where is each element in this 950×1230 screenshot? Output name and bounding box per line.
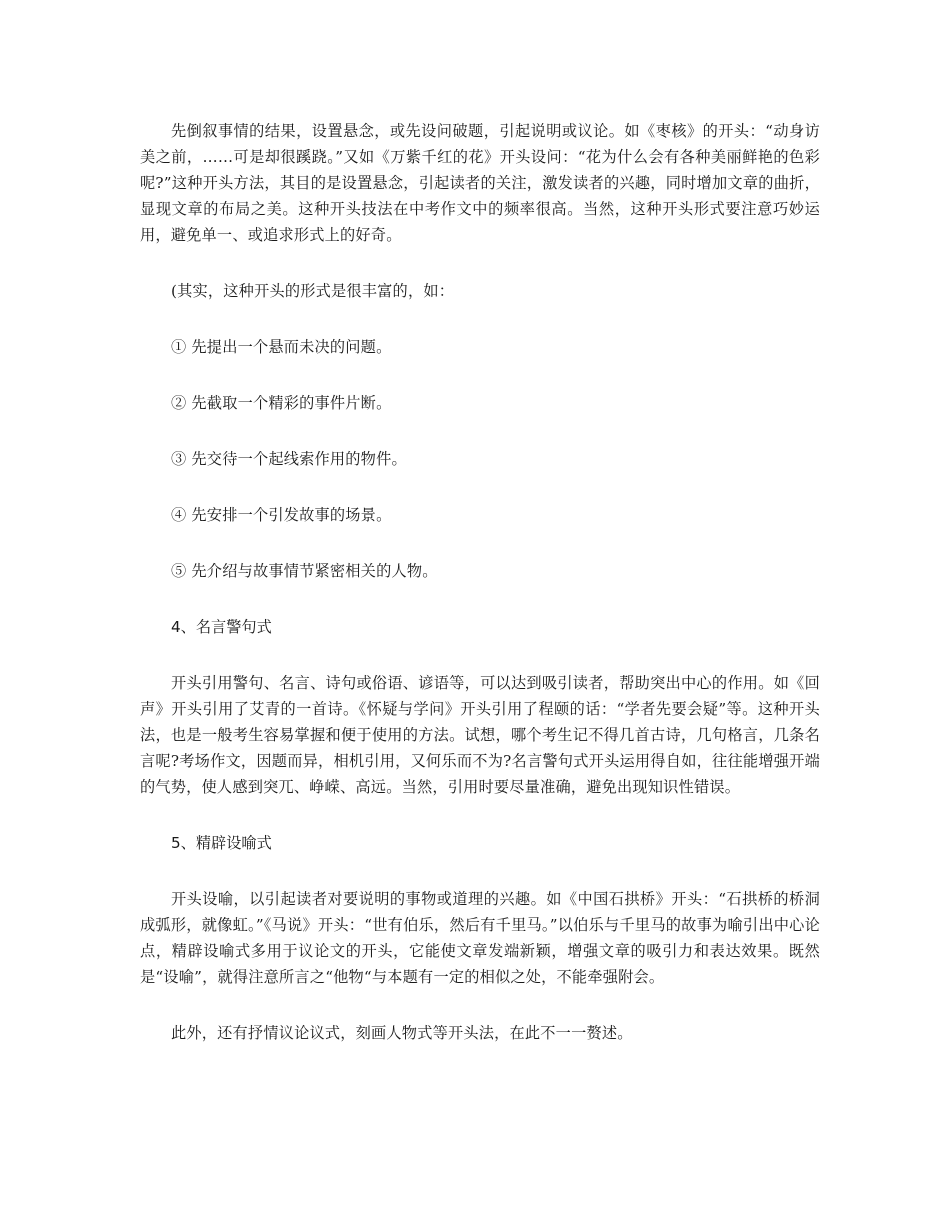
document-page xyxy=(140,118,820,1046)
paragraph-quotation-opening: 开头引用警句、名言、诗句或俗语、谚语等，可以达到吸引读者，帮助突出中心的作用。如《回声》开头引用了艾青的一首诗。《怀疑与学问》开头引用了程颐的话：“学者先要会疑”等。这种开头法，也是一般考生容易掌握和便于使用的方法。试想，哪个考生记不得几首古诗，几句格言，几条名言呢?考场作文，因题而异，相机引用，又何乐而不为?名言警句式开头运用得自如，往往能增强开端的气势，使人感到突兀、峥嵘、高远。当然，引用时要尽量准确，避免出现知识性错误。 xyxy=(140,674,820,796)
section-heading-4: 4、名言警句式 xyxy=(171,618,272,636)
list-item-1: ① 先提出一个悬而未决的问题。 xyxy=(171,338,392,356)
list-item-5: ⑤ 先介绍与故事情节紧密相关的人物。 xyxy=(171,562,438,580)
list-item-3: ③ 先交待一个起线索作用的物件。 xyxy=(171,450,407,468)
paragraph-metaphor-opening: 开头设喻，以引起读者对要说明的事物或道理的兴趣。如《中国石拱桥》开头：“石拱桥的桥洞成弧形，就像虹。”《马说》开头：“世有伯乐，然后有千里马。”以伯乐与千里马的故事为喻引出中心论点，精辟设喻式多用于议论文的开头，它能使文章发端新颖，增强文章的吸引力和表达效果。既然是“设喻”，就得注意所言之“他物“与本题有一定的相似之处，不能牵强附会。 xyxy=(140,890,820,986)
paragraph-closing-note: 此外，还有抒情议论议式，刻画人物式等开头法，在此不一一赘述。 xyxy=(171,1024,633,1042)
section-heading-5: 5、精辟设喻式 xyxy=(171,834,272,852)
paragraph-suspense-opening: 先倒叙事情的结果，设置悬念，或先设问破题，引起说明或议论。如《枣核》的开头：“动身访美之前，……可是却很蹊跷。”又如《万紫千红的花》开头设问：“花为什么会有各种美丽鲜艳的色彩呢?”这种开头方法，其目的是设置悬念，引起读者的关注，激发读者的兴趣，同时增加文章的曲折，显现文章的布局之美。这种开头技法在中考作文中的频率很高。当然，这种开头形式要注意巧妙运用，避免单一、或追求形式上的好奇。 xyxy=(140,122,820,244)
list-item-4: ④ 先安排一个引发故事的场景。 xyxy=(171,506,392,524)
paragraph-opening-forms-intro: (其实，这种开头的形式是很丰富的，如： xyxy=(171,282,455,300)
list-item-2: ② 先截取一个精彩的事件片断。 xyxy=(171,394,392,412)
